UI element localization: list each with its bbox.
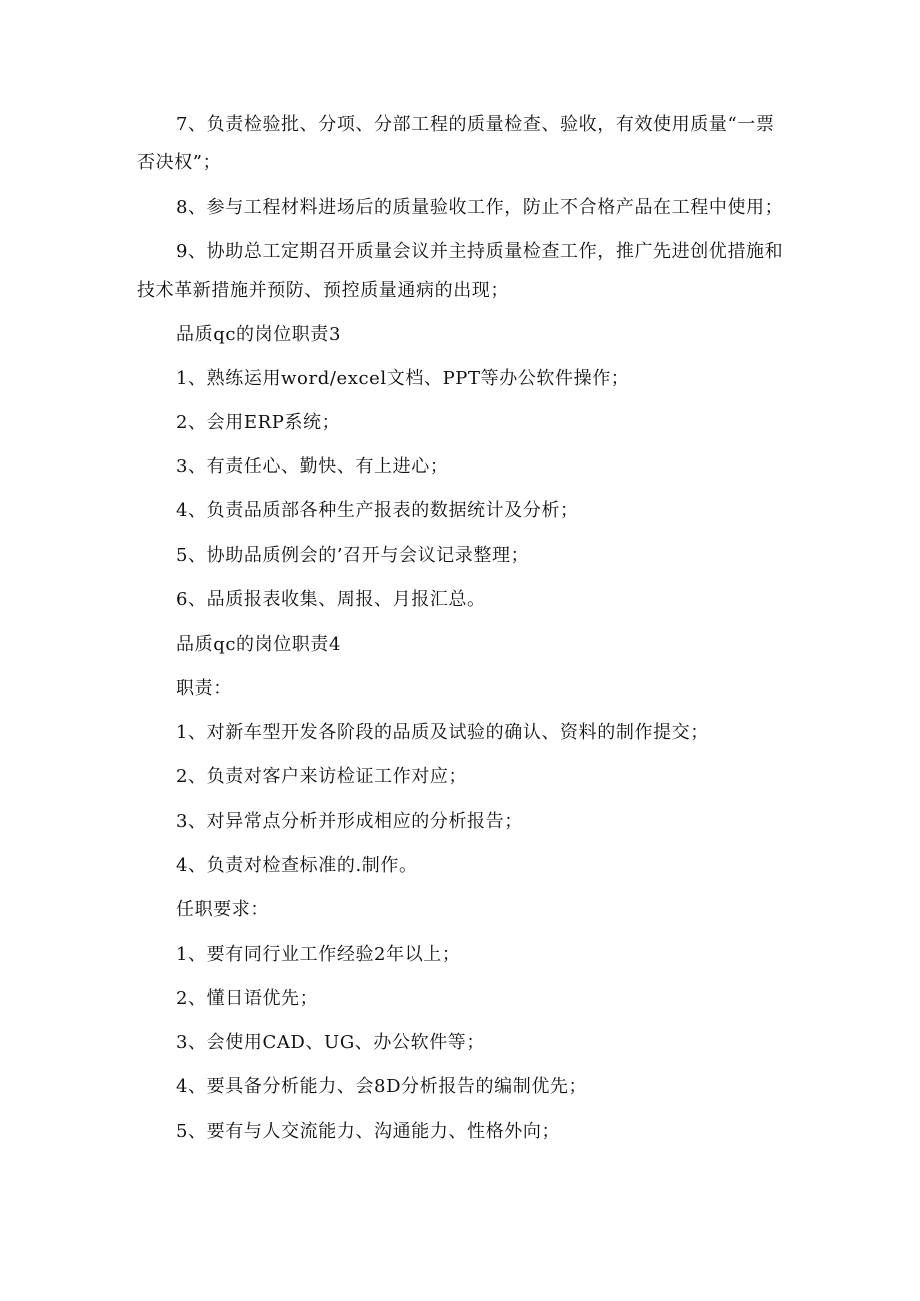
section-heading: 品质qc的岗位职责3 bbox=[176, 324, 342, 345]
subheading: 职责： bbox=[176, 678, 232, 699]
list-item: 1、要有同行业工作经验2年以上； bbox=[176, 944, 461, 965]
subheading: 任职要求： bbox=[176, 899, 269, 920]
list-item: 6、品质报表收集、周报、月报汇总。 bbox=[176, 589, 486, 610]
list-item: 3、对异常点分析并形成相应的分析报告； bbox=[176, 811, 523, 832]
list-item: 5、要有与人交流能力、沟通能力、性格外向； bbox=[176, 1121, 561, 1142]
list-item: 2、懂日语优先； bbox=[176, 988, 319, 1009]
list-item: 4、负责对检查标准的.制作。 bbox=[176, 855, 418, 876]
list-item: 2、负责对客户来访检证工作对应； bbox=[176, 766, 468, 787]
list-item: 2、会用ERP系统； bbox=[176, 412, 341, 433]
section-heading: 品质qc的岗位职责4 bbox=[176, 634, 342, 655]
list-item: 1、对新车型开发各阶段的品质及试验的确认、资料的制作提交； bbox=[176, 722, 709, 743]
list-item: 4、要具备分析能力、会8D分析报告的编制优先； bbox=[176, 1076, 588, 1097]
paragraph-line: 8、参与工程材料进场后的质量验收工作，防止不合格产品在工程中使用； bbox=[176, 197, 784, 218]
list-item: 3、有责任心、勤快、有上进心； bbox=[176, 456, 449, 477]
paragraph-line: 否决权”； bbox=[137, 152, 222, 173]
list-item: 1、熟练运用word/excel文档、PPT等办公软件操作； bbox=[176, 368, 630, 389]
list-item: 3、会使用CAD、UG、办公软件等； bbox=[176, 1032, 486, 1053]
paragraph-line: 9、协助总工定期召开质量会议并主持质量检查工作，推广先进创优措施和 bbox=[176, 241, 784, 262]
paragraph-line: 技术革新措施并预防、预控质量通病的出现； bbox=[137, 280, 509, 301]
list-item: 5、协助品质例会的’召开与会议记录整理； bbox=[176, 545, 530, 566]
list-item: 4、负责品质部各种生产报表的数据统计及分析； bbox=[176, 500, 579, 521]
paragraph-line: 7、负责检验批、分项、分部工程的质量检查、验收，有效使用质量“一票 bbox=[176, 114, 775, 135]
